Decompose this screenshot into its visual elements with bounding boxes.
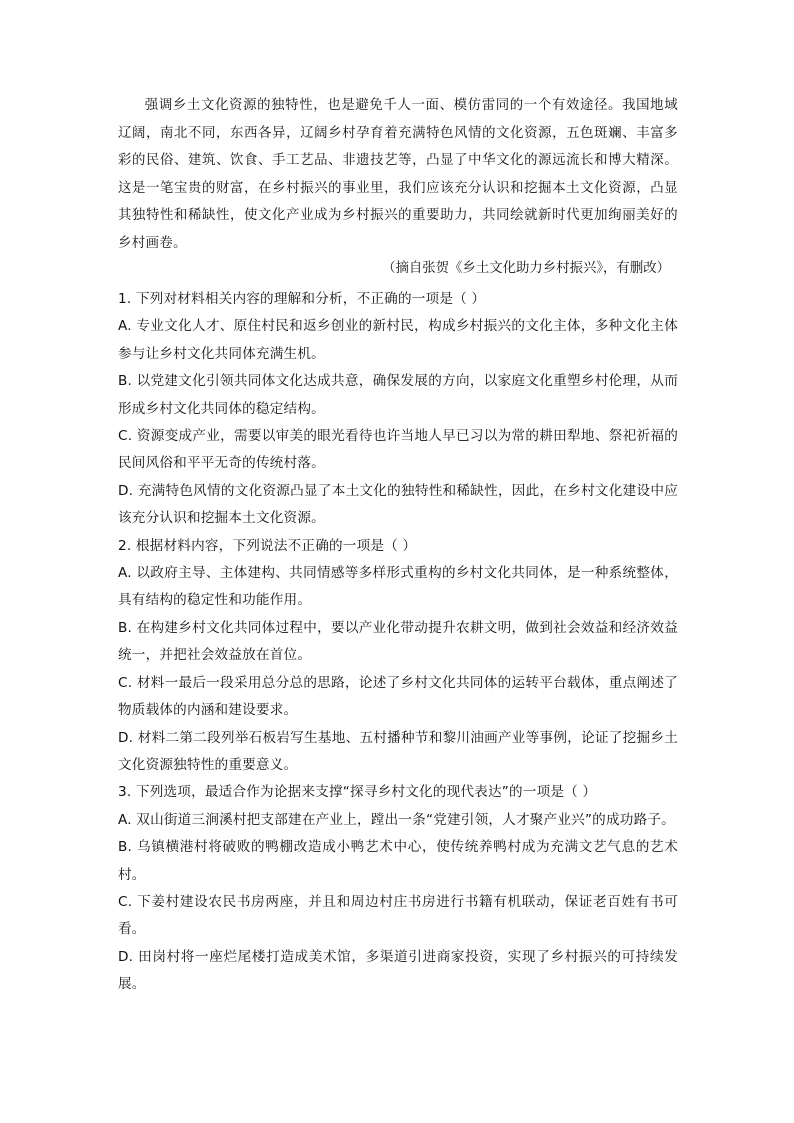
option-a: A. 双山街道三涧溪村把支部建在产业上，蹚出一条“党建引领，人才聚产业兴”的成功路子。 — [118, 811, 675, 828]
option-d: D. 充满特色风情的文化资源凸显了本土文化的独特性和稀缺性，因此，在乡村文化建设中应该充分认识和挖掘本土文化资源。 — [118, 482, 678, 527]
option-c: C. 下姜村建设农民书房两座，并且和周边村庄书房进行书籍有机联动，保证老百姓有书可看。 — [118, 893, 678, 938]
option-d: D. 田岗村将一座烂尾楼打造成美术馆，多渠道引进商家投资，实现了乡村振兴的可持续发展。 — [118, 948, 678, 993]
option-b: B. 在构建乡村文化共同体过程中，要以产业化带动提升农耕文明，做到社会效益和经济效益统一，并把社会效益放在首位。 — [118, 619, 678, 664]
option-b: B. 乌镇横港村将破败的鸭棚改造成小鸭艺术中心，使传统养鸭村成为充满文艺气息的艺术村。 — [118, 839, 678, 883]
question-stem: 1. 下列对材料相关内容的理解和分析，不正确的一项是（ ） — [118, 291, 486, 307]
option-b: B. 以党建文化引领共同体文化达成共意，确保发展的方向，以家庭文化重塑乡村伦理，从而形成乡村文化共同体的稳定结构。 — [118, 373, 678, 417]
question-2 — [118, 533, 678, 780]
material-paragraph: 强调乡土文化资源的独特性，也是避免千人一面、模仿雷同的一个有效途径。我国地域辽阔，南北不同，东西各异，辽阔乡村孕育着充满特色风情的文化资源，五色斑斓、丰富多彩的民俗、建筑、饮食、手工艺品、非遗技艺等，凸显了中华文化的源远流长和博大精深。这是一笔宝贵的财富，在乡村振兴的事业里，我们应该充分认识和挖掘本土文化资源，凸显其独特性和稀缺性，使文化产业成为乡村振兴的重要助力，共同绘就新时代更加绚丽美好的乡村画卷。 — [118, 98, 678, 251]
option-d: D. 材料二第二段列举石板岩写生基地、五村播种节和黎川油画产业等事例，论证了挖掘乡土文化资源独特性的重要意义。 — [118, 729, 678, 773]
material-source: （摘自张贺《乡土文化助力乡村振兴》，有删改） — [382, 261, 670, 276]
option-c: C. 资源变成产业，需要以审美的眼光看待也许当地人早已习以为常的耕田犁地、祭祀祈福的民间风俗和平平无奇的传统村落。 — [118, 428, 678, 472]
question-list — [118, 286, 678, 999]
question-1 — [118, 286, 678, 533]
option-c: C. 材料一最后一段采用总分总的思路，论述了乡村文化共同体的运转平台载体，重点阐述了物质载体的内涵和建设要求。 — [118, 674, 678, 719]
question-stem: 2. 根据材料内容，下列说法不正确的一项是（ ） — [118, 537, 417, 554]
option-a: A. 专业文化人才、原住村民和返乡创业的新村民，构成乡村振兴的文化主体，多种文化主体参与让乡村文化共同体充满生机。 — [118, 318, 678, 362]
option-a: A. 以政府主导、主体建构、共同情感等多样形式重构的乡村文化共同体，是一种系统整体，具有结构的稳定性和功能作用。 — [118, 565, 678, 609]
question-3 — [118, 779, 678, 998]
question-stem: 3. 下列选项，最适合作为论据来支撑“探寻乡村文化的现代表达”的一项是（ ） — [118, 784, 597, 801]
